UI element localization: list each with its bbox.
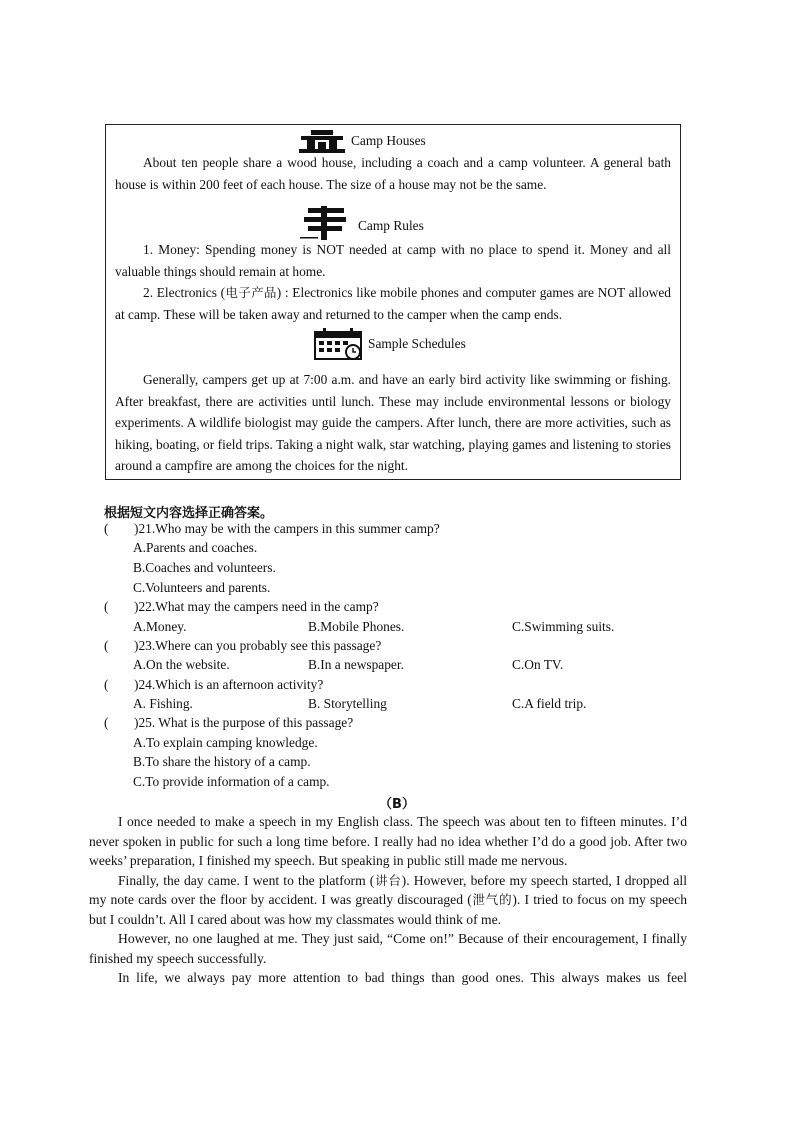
answer-bracket[interactable]: ( <box>104 599 109 614</box>
option-c: C.On TV. <box>512 657 564 672</box>
rule-electronics: 2. Electronics (电子产品) : Electronics like mobile phones and computer games are NOT allowed at camp. These will be taken away and returned to the camper when the camp ends. <box>115 285 671 322</box>
paragraph: In life, we always pay more attention to bad things than good ones. This always makes us feel <box>118 970 687 985</box>
option-b: B. Storytelling <box>308 696 387 711</box>
house-icon <box>297 128 347 154</box>
option-a: A.To explain camping knowledge. <box>133 735 318 750</box>
option-c: C.A field trip. <box>512 696 587 711</box>
question-stem: )25. What is the purpose of this passage? <box>134 715 354 730</box>
question-stem: )24.Which is an afternoon activity? <box>134 677 324 692</box>
camp-houses-title: Camp Houses <box>351 133 426 148</box>
calendar-icon <box>314 328 364 360</box>
camp-rules-title: Camp Rules <box>358 218 424 233</box>
instruction: 根据短文内容选择正确答案。 <box>104 506 274 521</box>
option-a: A.On the website. <box>133 657 230 672</box>
camp-houses-text: About ten people share a wood house, including a coach and a camp volunteer. A general bath house is within 200 feet of each house. The size of a house may not be the same. <box>115 155 671 192</box>
section-b-passage <box>89 812 687 988</box>
paragraph: However, no one laughed at me. They just said, “Come on!” Because of their encouragement, I finally finished my speech successfully. <box>89 931 687 966</box>
rule-money: 1. Money: Spending money is NOT needed at camp with no place to spend it. Money and all valuable things should remain at home. <box>115 242 671 279</box>
answer-bracket[interactable]: ( <box>104 715 109 730</box>
option-c: C.To provide information of a camp. <box>133 774 330 789</box>
option-b: B.Mobile Phones. <box>308 619 405 634</box>
option-a: A.Money. <box>133 619 187 634</box>
question-stem: )22.What may the campers need in the camp? <box>134 599 379 614</box>
camp-rules-text <box>115 239 671 325</box>
sample-schedules-heading <box>314 328 466 360</box>
sample-schedules-title: Sample Schedules <box>368 336 466 351</box>
option-c: C.Swimming suits. <box>512 619 615 634</box>
camp-rules-heading <box>296 204 424 240</box>
option-b: B.Coaches and volunteers. <box>133 560 276 575</box>
option-c: C.Volunteers and parents. <box>133 580 271 595</box>
camp-houses-heading <box>297 128 426 154</box>
option-b: B.To share the history of a camp. <box>133 754 311 769</box>
question-stem: )23.Where can you probably see this passage? <box>134 638 382 653</box>
sample-schedules-text: Generally, campers get up at 7:00 a.m. and have an early bird activity like swimming or fishing. After breakfast, there are activities until lunch. These may include environmental lessons or biology experiments. A wildlife biologist may guide the campers. After lunch, there are more activities, such as hiking, boating, or field trips. Taking a night walk, star watching, playing games and listening to stories around a campfire are among the choices for the night. <box>115 372 671 473</box>
answer-bracket[interactable]: ( <box>104 677 109 692</box>
question-stem: )21.Who may be with the campers in this summer camp? <box>134 521 440 536</box>
paragraph: Finally, the day came. I went to the platform (讲台). However, before my speech started, I dropped all my note cards over the floor by accident. I was greatly discouraged (泄气的). I tried to focus on my speech but I couldn’t. All I cared about was how my classmates would think of me. <box>89 872 687 927</box>
signpost-icon <box>296 204 352 240</box>
option-b: B.In a newspaper. <box>308 657 404 672</box>
answer-bracket[interactable]: ( <box>104 521 109 536</box>
option-a: A. Fishing. <box>133 696 193 711</box>
answer-bracket[interactable]: ( <box>104 638 109 653</box>
option-a: A.Parents and coaches. <box>133 540 258 555</box>
section-b-title: （B） <box>379 797 415 812</box>
paragraph: I once needed to make a speech in my English class. The speech was about ten to fifteen minutes. I’d never spoken in public for such a long time before. I really had no idea whether I’d do a good job. After two weeks’ preparation, I finished my speech. But speaking in public still made me nervous. <box>89 814 687 868</box>
